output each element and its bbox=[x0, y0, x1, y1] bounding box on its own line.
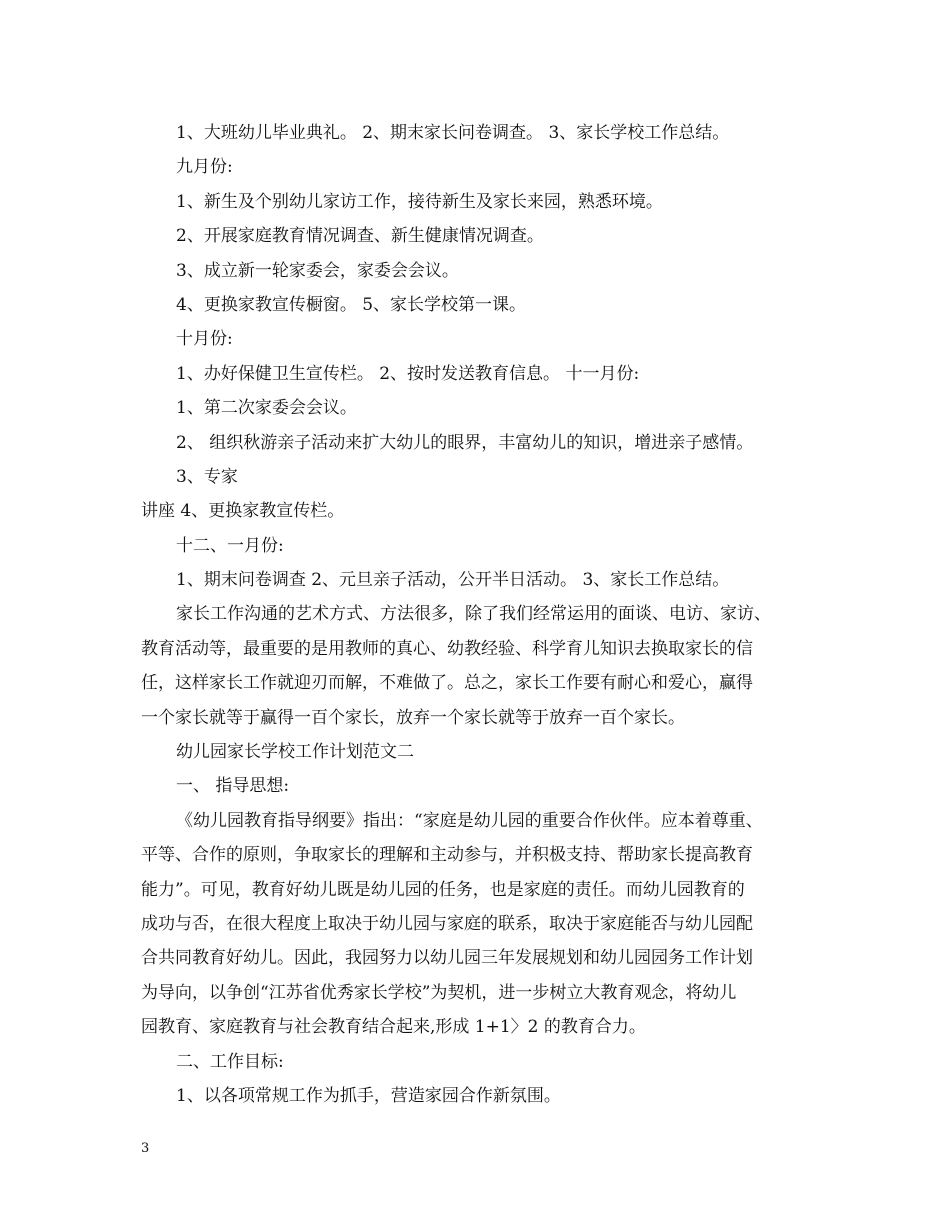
month-heading-dec-jan: 十二、一月份: bbox=[176, 535, 284, 556]
paragraph-line: 园教育、家庭教育与社会教育结合起来,形成 1+1〉2 的教育合力。 bbox=[141, 1017, 646, 1038]
text-line: 1、第二次家委会会议。 bbox=[176, 398, 357, 419]
text-line-lecture: 讲座 4、更换家教宣传栏。 bbox=[141, 501, 345, 522]
text-line: 1、以各项常规工作为抓手，营造家园合作新氛围。 bbox=[176, 1085, 561, 1106]
paragraph-line: 合共同教育好幼儿。因此，我园努力以幼儿园三年发展规划和幼儿园园务工作计划 bbox=[141, 948, 753, 969]
text-line: 1、新生及个别幼儿家访工作，接待新生及家长来园，熟悉环境。 bbox=[176, 191, 663, 212]
paragraph-line: 成功与否，在很大程度上取决于幼儿园与家庭的联系，取决于家庭能否与幼儿园配 bbox=[141, 913, 753, 934]
text-line: 2、开展家庭教育情况调查、新生健康情况调查。 bbox=[176, 226, 544, 247]
section-heading-work-goals: 二、工作目标: bbox=[176, 1051, 284, 1072]
paragraph-line: 《幼儿园教育指导纲要》指出：“家庭是幼儿园的重要合作伙伴。应本着尊重、 bbox=[176, 810, 763, 831]
paragraph-line: 平等、合作的原则，争取家长的理解和主动参与，并积极支持、帮助家长提高教育 bbox=[141, 845, 753, 866]
month-heading-october: 十月份: bbox=[176, 329, 233, 350]
paragraph-line: 教育活动等，最重要的是用教师的真心、幼教经验、科学育儿知识去换取家长的信 bbox=[141, 638, 753, 659]
paragraph-line: 能力”。可见，教育好幼儿既是幼儿园的任务，也是家庭的责任。而幼儿园教育的 bbox=[141, 879, 745, 900]
text-line: 3、专家 bbox=[176, 466, 238, 487]
text-line: 2、 组织秋游亲子活动来扩大幼儿的眼界，丰富幼儿的知识，增进亲子感情。 bbox=[176, 432, 754, 453]
paragraph-line: 一个家长就等于赢得一百个家长，放弃一个家长就等于放弃一百个家长。 bbox=[141, 707, 685, 728]
guiding-paragraph bbox=[141, 804, 813, 1045]
text-line: 3、成立新一轮家委会，家委会会议。 bbox=[176, 260, 459, 281]
page-number: 3 bbox=[141, 1141, 150, 1156]
text-line: 1、期末问卷调查 2、元旦亲子活动，公开半日活动。 3、家长工作总结。 bbox=[176, 570, 730, 591]
summary-paragraph bbox=[141, 597, 813, 735]
section-title-example-two: 幼儿园家长学校工作计划范文二 bbox=[176, 742, 414, 763]
month-heading-september: 九月份: bbox=[176, 157, 233, 178]
text-line: 4、更换家教宣传橱窗。 5、家长学校第一课。 bbox=[176, 294, 527, 315]
text-line: 1、办好保健卫生宣传栏。 2、按时发送教育信息。 十一月份: bbox=[176, 363, 640, 384]
paragraph-line: 家长工作沟通的艺术方式、方法很多，除了我们经常运用的面谈、电访、家访、 bbox=[176, 604, 771, 625]
document-body bbox=[141, 116, 813, 1113]
paragraph-line: 任，这样家长工作就迎刃而解，不难做了。总之，家长工作要有耐心和爱心，赢得 bbox=[141, 673, 753, 694]
paragraph-line: 为导向，以争创“江苏省优秀家长学校”为契机，进一步树立大教育观念，将幼儿 bbox=[141, 982, 737, 1003]
section-heading-guiding-thought: 一、 指导思想: bbox=[176, 776, 290, 797]
text-line: 1、大班幼儿毕业典礼。 2、期末家长问卷调查。 3、家长学校工作总结。 bbox=[176, 123, 730, 143]
